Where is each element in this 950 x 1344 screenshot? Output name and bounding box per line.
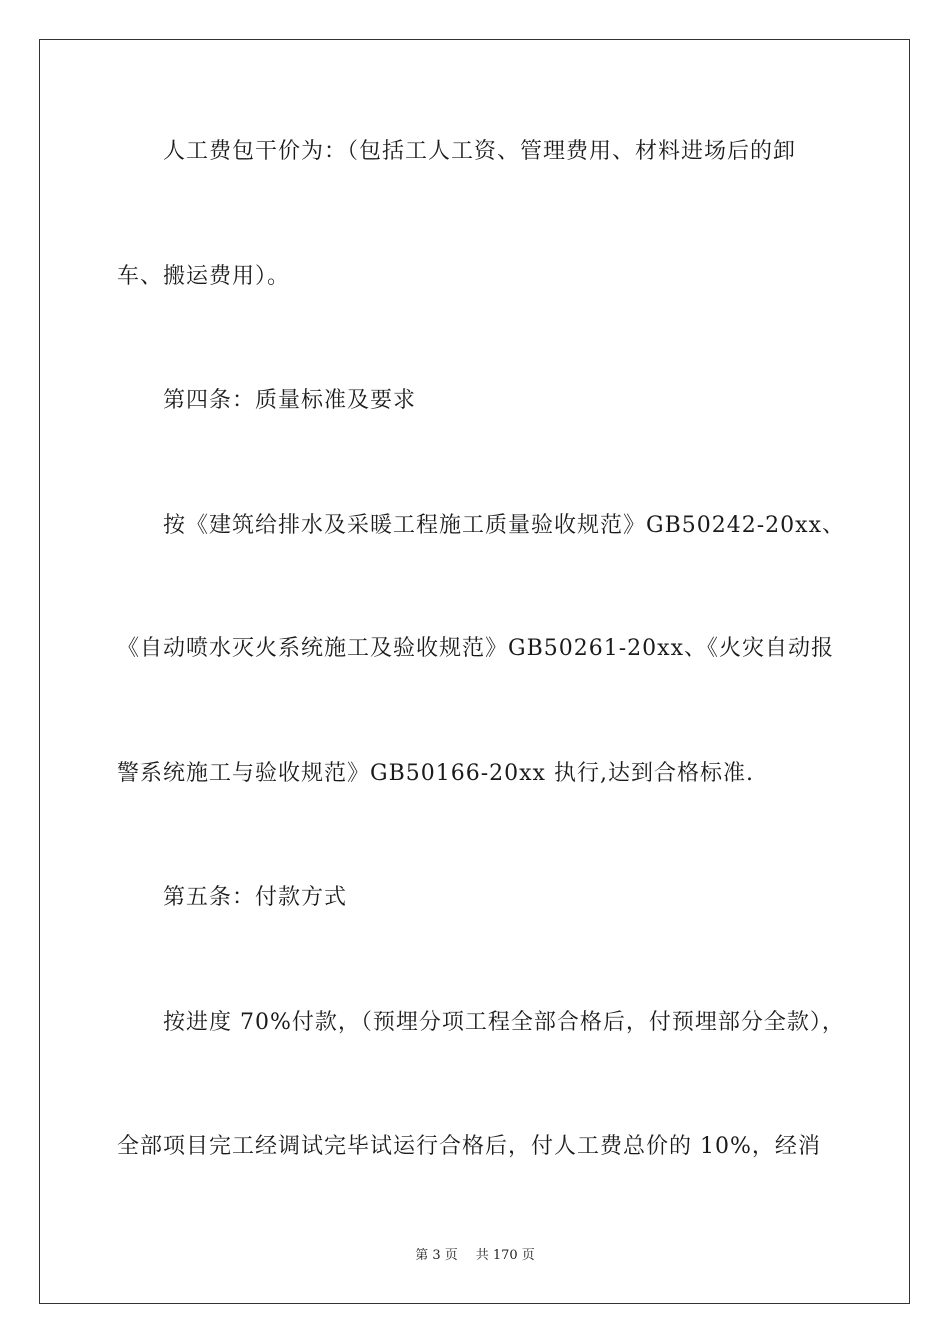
text-line: 车、搬运费用）。 <box>117 264 291 289</box>
section-heading: 第五条：付款方式 <box>163 885 348 910</box>
text-line: 按《建筑给排水及采暖工程施工质量验收规范》GB50242-20xx、 <box>163 513 845 538</box>
page-footer <box>0 1247 950 1265</box>
page-number: 第 3 页 <box>415 1248 458 1263</box>
text-line: 全部项目完工经调试完毕试运行合格后，付人工费总价的 10%，经消 <box>117 1134 821 1159</box>
page-total: 共 170 页 <box>475 1248 535 1263</box>
page-border <box>39 39 910 1304</box>
text-line: 按进度 70%付款，（预埋分项工程全部合格后，付预埋部分全款）， <box>163 1010 845 1035</box>
text-line: 《自动喷水灭火系统施工及验收规范》GB50261-20xx、《火灾自动报 <box>117 636 834 661</box>
text-line: 警系统施工与验收规范》GB50166-20xx 执行,达到合格标准. <box>117 761 754 786</box>
section-heading: 第四条：质量标准及要求 <box>163 388 417 413</box>
text-line: 人工费包干价为：（包括工人工资、管理费用、材料进场后的卸 <box>163 139 797 164</box>
